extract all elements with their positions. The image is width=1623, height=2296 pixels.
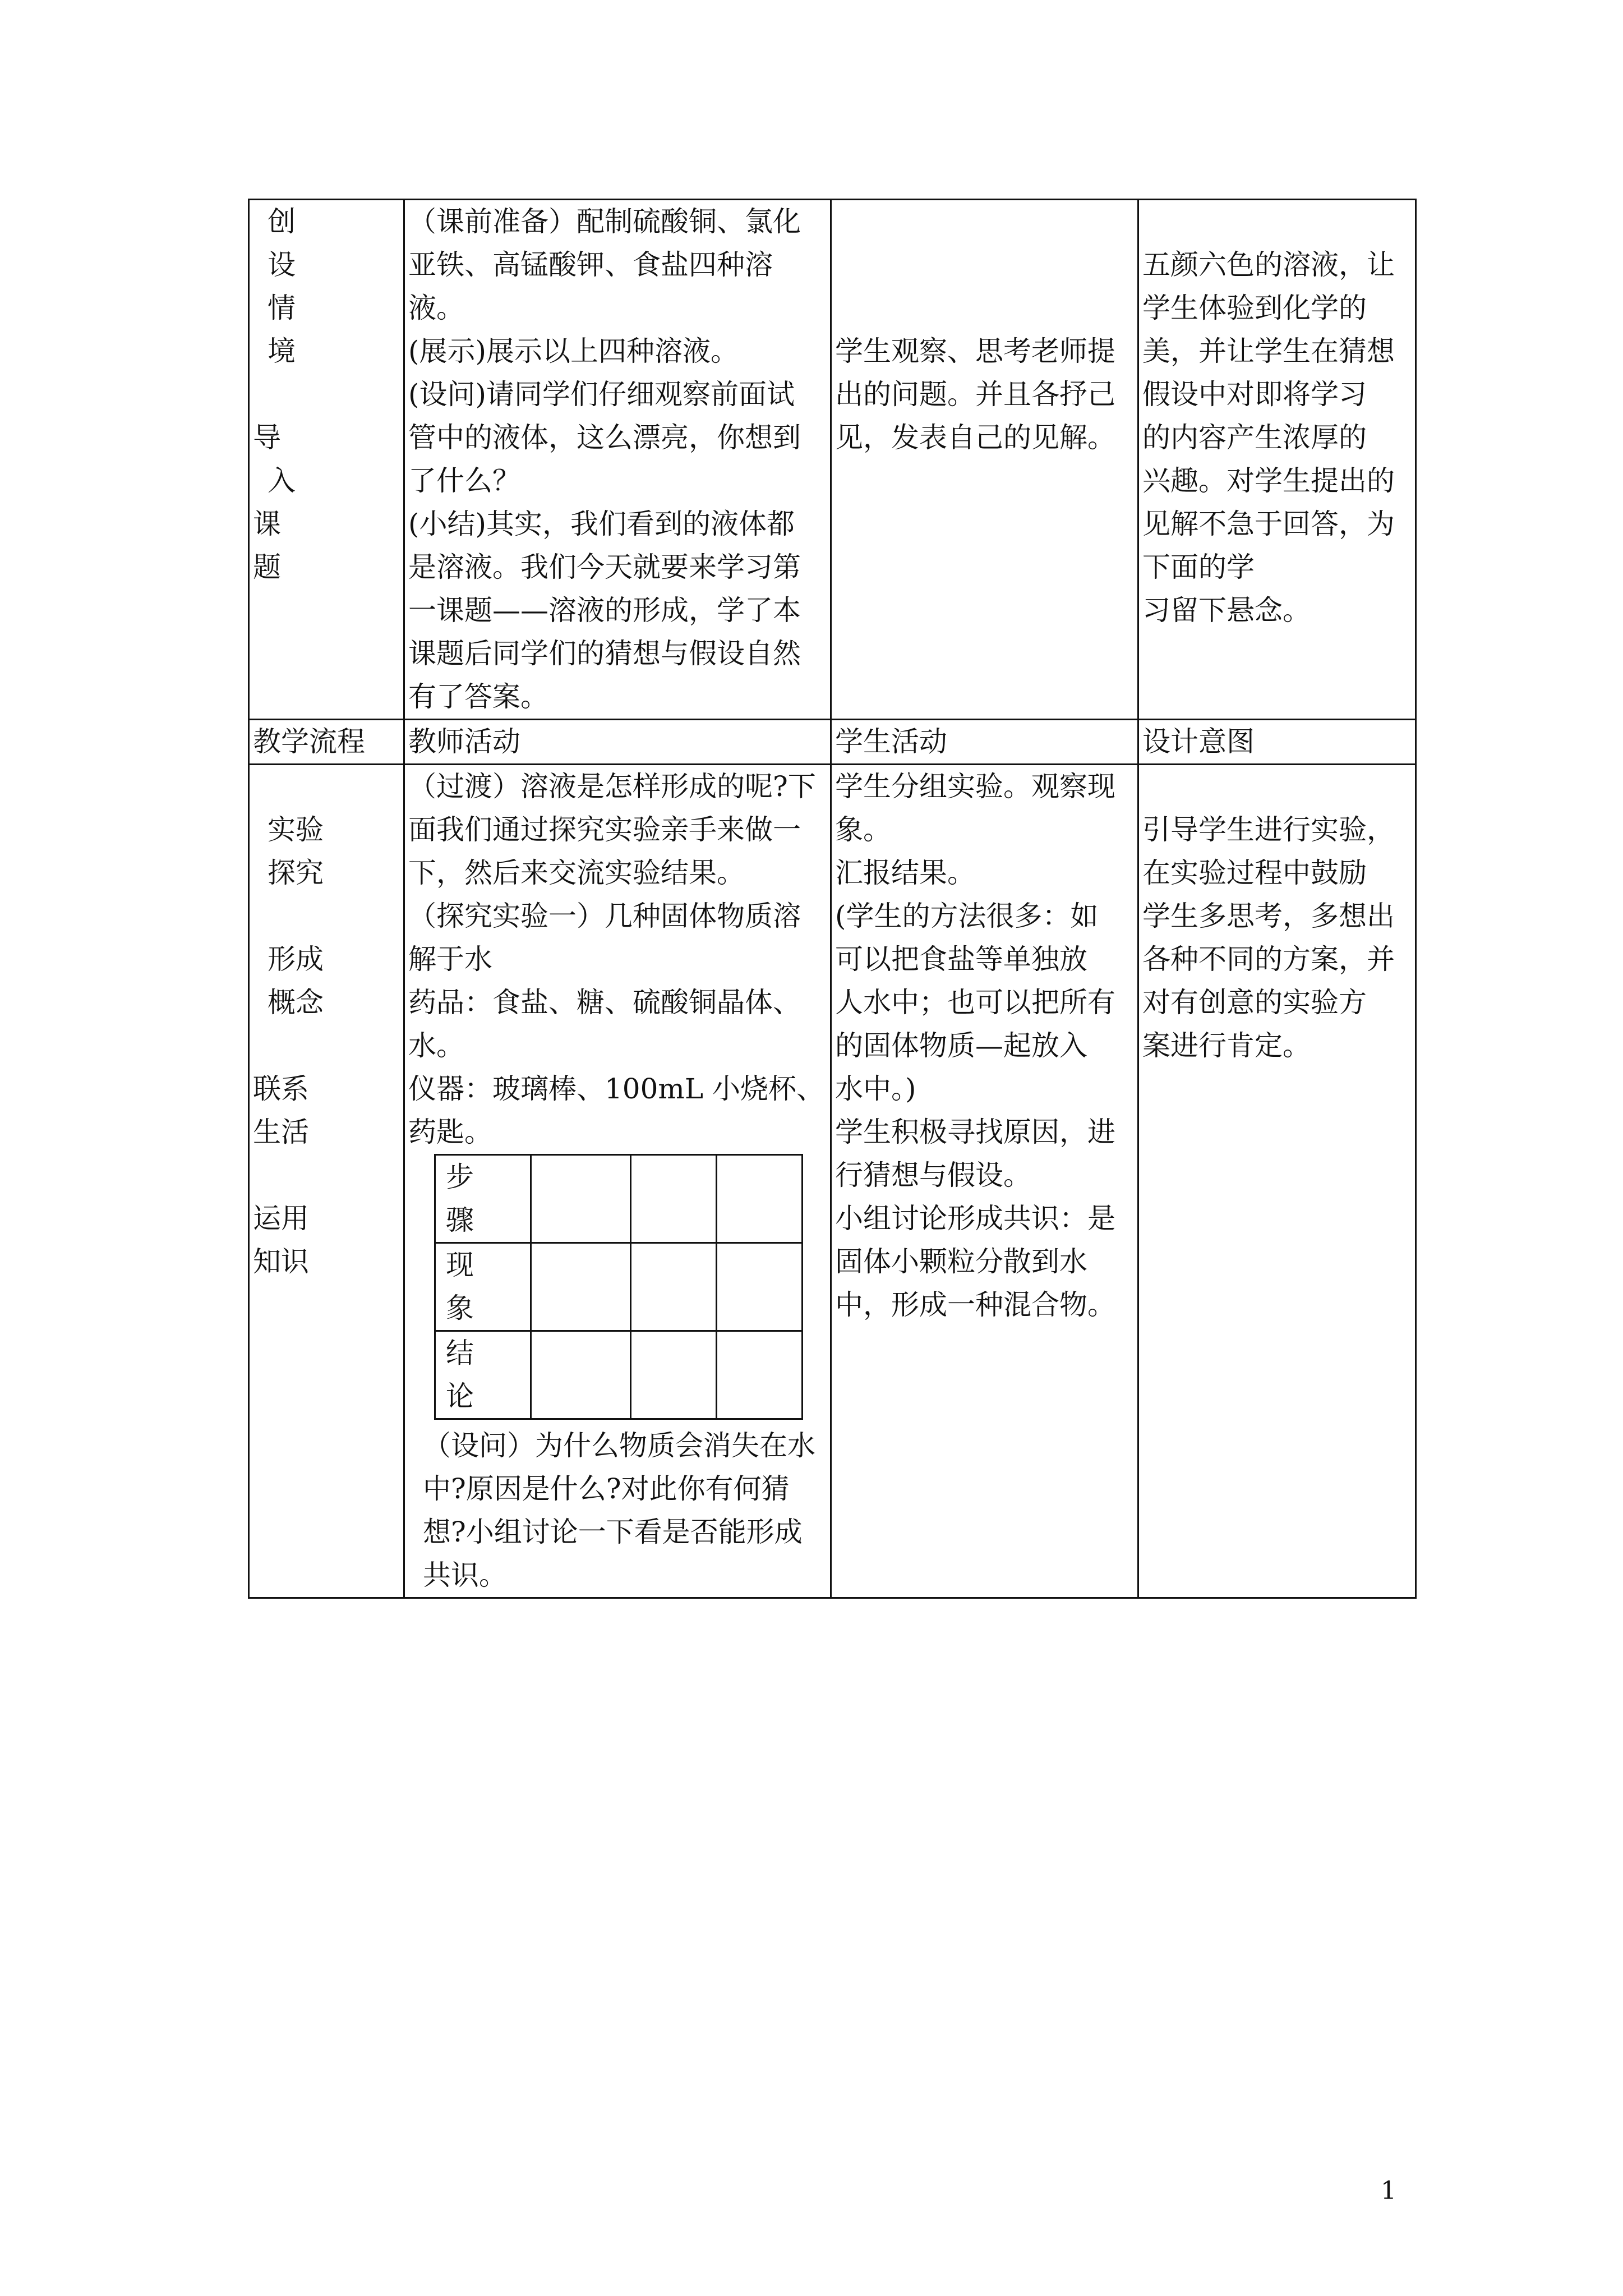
experiment-record-table (434, 1154, 803, 1420)
intro-row (249, 200, 1416, 720)
blank-cell (717, 1243, 803, 1331)
phenomenon-label: 现 象 (435, 1243, 531, 1331)
blank-cell (531, 1331, 631, 1419)
design-intent-intro: 五颜六色的溶液，让 学生体验到化学的 美，并让学生在猜想 假设中对即将学习 的内容产生浓厚的 兴趣。对学生提出的 见解不急于回答，为 下面的学 习留下悬念。 (1138, 200, 1416, 720)
flow-label-experiment: 实验 探究 形成 概念 联系 生活 运用 知识 (249, 765, 404, 1598)
flow-label-intro: 创 设 情 境 导 入 课 题 (249, 200, 404, 720)
lesson-plan-table (248, 199, 1417, 1599)
phenomenon-row (435, 1243, 803, 1331)
header-teaching-flow: 教学流程 (249, 720, 404, 765)
blank-cell (717, 1155, 803, 1243)
header-student-activity: 学生活动 (831, 720, 1138, 765)
blank-cell (631, 1243, 717, 1331)
header-row (249, 720, 1416, 765)
blank-cell (631, 1331, 717, 1419)
conclusion-row (435, 1331, 803, 1419)
blank-cell (531, 1243, 631, 1331)
page-number: 1 (1381, 2177, 1396, 2205)
student-activity-intro: 学生观察、思考老师提 出的问题。并且各抒己 见，发表自己的见解。 (831, 200, 1138, 720)
teacher-activity-experiment: （过渡）溶液是怎样形成的呢?下 面我们通过探究实验亲手来做一 下，然后来交流实验结果。 （探究实验一）几种固体物质溶 解于水 药品：食盐、糖、硫酸铜晶体、 水。 仪器：玻璃棒、100mL 小烧杯、 药匙。 步 骤 现 象 结 论 （设问）为什么物质会消失在水 中?原因是什么?对此你有何猜 想?小组讨论一下看是否能形成 共识。 (404, 765, 831, 1598)
blank-cell (631, 1155, 717, 1243)
design-intent-experiment: 引导学生进行实验， 在实验过程中鼓励 学生多思考，多想出 各种不同的方案，并 对有创意的实验方 案进行肯定。 (1138, 765, 1416, 1598)
header-design-intent: 设计意图 (1138, 720, 1416, 765)
experiment-row (249, 765, 1416, 1598)
steps-row (435, 1155, 803, 1243)
blank-cell (531, 1155, 631, 1243)
steps-label: 步 骤 (435, 1155, 531, 1243)
header-teacher-activity: 教师活动 (404, 720, 831, 765)
conclusion-label: 结 论 (435, 1331, 531, 1419)
blank-cell (717, 1331, 803, 1419)
student-activity-experiment: 学生分组实验。观察现 象。 汇报结果。 (学生的方法很多：如 可以把食盐等单独放 人水中；也可以把所有 的固体物质—起放入 水中。) 学生积极寻找原因，进 行猜想与假设。 小组讨论形成共识：是 固体小颗粒分散到水 中，形成一种混合物。 (831, 765, 1138, 1598)
teacher-activity-intro: （课前准备）配制硫酸铜、氯化 亚铁、高锰酸钾、食盐四种溶液。 (展示)展示以上四种溶液。 (设问)请同学们仔细观察前面试 管中的液体，这么漂亮，你想到 了什么？ (小结)其实，我们看到的液体都 是溶液。我们今天就要来学习第 一课题——溶液的形成，学了本 课题后同学们的猜想与假设自然 有了答案。 (404, 200, 831, 720)
